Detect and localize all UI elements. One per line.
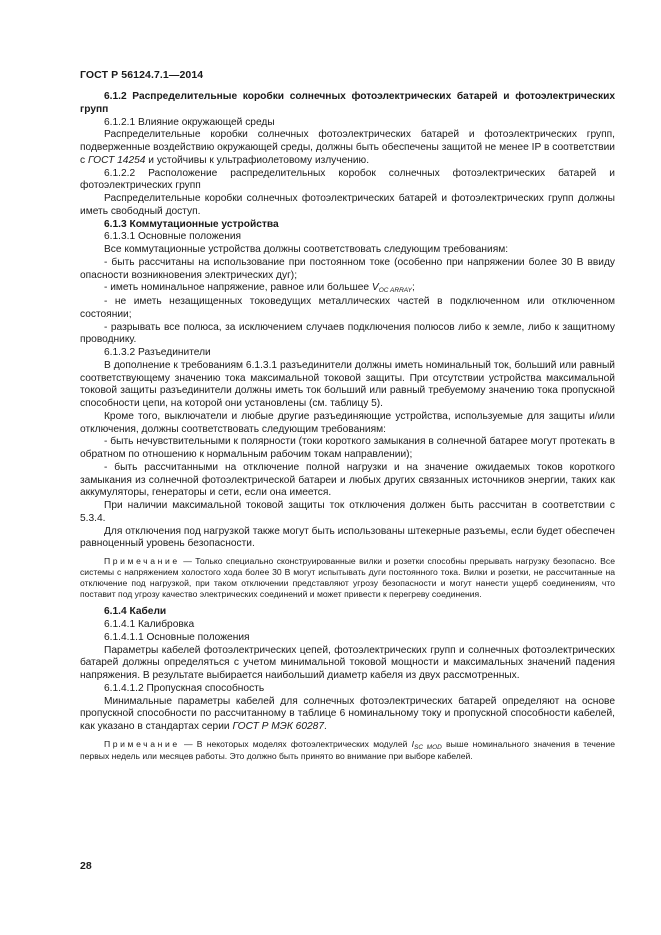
subsection-6-1-3-1: 6.1.3.1 Основные положения — [104, 231, 242, 243]
subscript: OC ARRAY — [378, 287, 412, 295]
symbol: V — [371, 282, 379, 294]
note — [80, 739, 615, 762]
section-heading-6-1-2: 6.1.2 Распределительные коробки солнечных фотоэлектрических батарей и фотоэлектрических групп — [80, 91, 615, 115]
paragraph — [80, 696, 615, 734]
section-heading-6-1-4: 6.1.4 Кабели — [104, 606, 167, 618]
note-label: Примечание — [104, 738, 180, 749]
paragraph: Параметры кабелей фотоэлектрических цепей, фотоэлектрических групп и солнечных фотоэлектрических батарей должны определяться с учетом минимальной токовой мощности и максимальных значений падения напряжения. В результате выбирается наибольший диаметр кабеля из двух рассмотренных. — [80, 644, 615, 682]
list-item: - быть рассчитанными на отключение полной нагрузки и на значение ожидаемых токов короткого замыкания из солнечной фотоэлектрической батареи и любых других связанных источников энергии, таких как аккумуляторы, генераторы и сети, если она имеется. — [80, 461, 615, 499]
text: - иметь номинальное напряжение, равное или большее — [104, 282, 372, 294]
standard-reference: ГОСТ Р МЭК 60287 — [232, 721, 324, 733]
note-label: Примечание — [104, 556, 180, 566]
subsection-6-1-2-1: 6.1.2.1 Влияние окружающей среды — [104, 116, 275, 128]
subsection-6-1-2-2: 6.1.2.2 Расположение распределительных коробок солнечных фотоэлектрических батарей и фотоэлектрических групп — [80, 167, 615, 192]
subsection-6-1-4-1-2: 6.1.4.1.2 Пропускная способность — [104, 682, 265, 694]
list-item: - быть нечувствительными к полярности (токи короткого замыкания в солнечной батарее могут протекать в обратном по отношению к нормальным рабочим токам направлении); — [80, 436, 615, 460]
paragraph: Для отключения под нагрузкой также могут быть использованы штекерные разъемы, если будет обеспечен равноценный уровень безопасности. — [80, 525, 615, 550]
subsection-6-1-3-2: 6.1.3.2 Разъединители — [104, 347, 211, 358]
symbol: I — [411, 738, 415, 749]
text: ; — [411, 282, 415, 294]
note-text: — В некоторых моделях фотоэлектрических модулей — [179, 738, 412, 749]
subsection-6-1-4-1: 6.1.4.1 Калибровка — [104, 619, 195, 631]
page-body — [80, 91, 615, 768]
paragraph: Кроме того, выключатели и любые другие разъединяющие устройства, используемые для защиты и/или отключения, должны соответствовать следующим требованиям: — [80, 410, 615, 435]
paragraph: При наличии максимальной токовой защиты ток отключения должен быть рассчитан в соответствии с 5.3.4. — [80, 500, 615, 524]
paragraph: В дополнение к требованиям 6.1.3.1 разъединители должны иметь номинальный ток, больший или равный соответствующему значению тока максимальной токовой защиты. При отсутствии устройства максимальной токовой защиты разъединители должны иметь ток больший или равный требуемому значению тока пропускной способности цепи, на которой они установлены (см. таблицу 5). — [80, 359, 615, 409]
list-item: - быть рассчитаны на использование при постоянном токе (особенно при напряжении более 30 В ввиду опасности возникновения электрических дуг); — [80, 256, 615, 281]
list-item — [80, 282, 615, 296]
page-header: ГОСТ Р 56124.7.1—2014 — [80, 69, 204, 81]
text: . — [323, 721, 327, 733]
note-text: выше номинального значения в течение первых недель или месяцев работы. Это должно быть принято во внимание при выборе кабелей. — [80, 738, 616, 761]
subscript: SC MOD — [414, 743, 442, 751]
paragraph — [80, 129, 615, 167]
paragraph: Распределительные коробки солнечных фотоэлектрических батарей и фотоэлектрических групп должны иметь свободный доступ. — [80, 193, 615, 217]
list-item: - разрывать все полюса, за исключением случаев подключения полюсов либо к земле, либо к защитному проводнику. — [80, 321, 615, 346]
text: Распределительные коробки солнечных фотоэлектрических батарей и фотоэлектрических групп, подверженные воздействию окружающей среды, должны быть обеспечены защитой не менее IP в соответствии с — [80, 129, 615, 166]
list-item: - не иметь незащищенных токоведущих металлических частей в подключенном или отключенном состоянии; — [80, 296, 615, 320]
section-heading-6-1-3: 6.1.3 Коммутационные устройства — [104, 218, 279, 230]
subsection-6-1-4-1-1: 6.1.4.1.1 Основные положения — [104, 631, 250, 643]
note-text: — Только специально сконструированные вилки и розетки способны прерывать нагрузку безопасно. Все системы с напряжением холостого хода более 30 В могут испытывать дуги постоянного тока. Вилки и розетки, не рассчитанные на отключение под нагрузкой, при таком отключении представляют угрозу безопасности и могут нанести ущерб соединениям, что поставит под угрозу качество электрических соединений и может привести к перегреву соединения. — [80, 556, 615, 600]
standard-reference: ГОСТ 14254 — [87, 154, 146, 166]
note — [80, 556, 615, 600]
text: и устойчивы к ультрафиолетовому излучению. — [145, 154, 370, 166]
text: Минимальные параметры кабелей для солнечных фотоэлектрических батарей определяют на основе пропускной способности по рассчитанному в таблице 6 номинальному току и пропускной способности кабелей, как указано в стандартах серии — [80, 695, 615, 733]
page-number: 28 — [80, 860, 92, 872]
paragraph: Все коммутационные устройства должны соответствовать следующим требованиям: — [104, 244, 509, 255]
